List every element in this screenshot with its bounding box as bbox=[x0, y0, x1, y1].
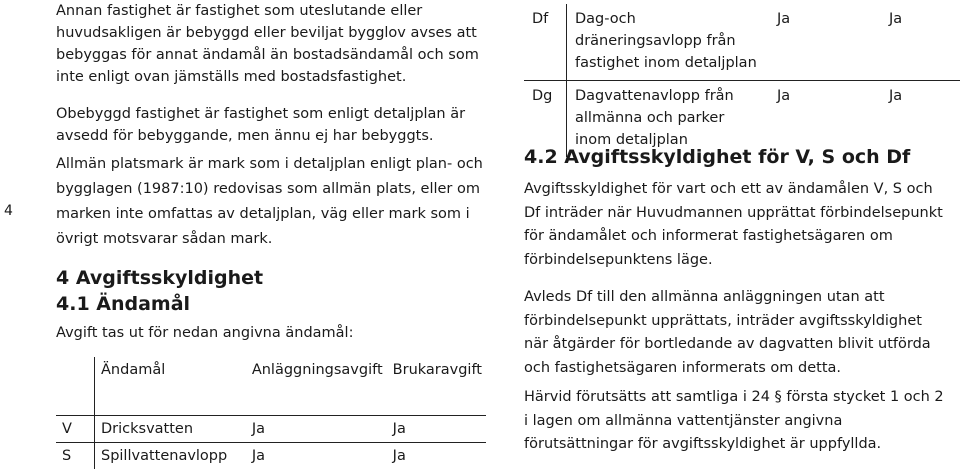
row-purpose: Dag-och dräneringsavlopp från fastighet inom detaljplan bbox=[567, 4, 770, 81]
row-user: Ja bbox=[881, 4, 960, 81]
row-purpose: Spillvattenavlopp bbox=[95, 443, 246, 469]
section-heading-fee-obligation-vsdf: 4.2 Avgiftsskyldighet för V, S och Df bbox=[524, 146, 910, 168]
definition-other-property: Annan fastighet är fastighet som uteslutande eller huvudsakligen är bebyggd eller beviljat bygglov avses att bebyggas för annat ändamål än bostadsändamål och som inte enligt ovan jämställs med bostadsfastighet. bbox=[56, 0, 486, 88]
table-header-key bbox=[56, 357, 95, 416]
row-user: Ja bbox=[881, 81, 960, 158]
row-key: Dg bbox=[524, 81, 567, 158]
drainage-purpose-table bbox=[524, 4, 960, 157]
table-header-construction: Anläggningsavgift bbox=[246, 357, 387, 416]
table-row bbox=[524, 4, 960, 81]
row-construction: Ja bbox=[246, 443, 387, 469]
section-heading-fee-obligation: 4 Avgiftsskyldighet bbox=[56, 267, 263, 289]
row-key: Df bbox=[524, 4, 567, 81]
row-key: S bbox=[56, 443, 95, 469]
fee-obligation-paragraph-2: Avleds Df till den allmänna anläggningen utan att förbindelsepunkt upprättats, inträder avgiftsskyldighet när åtgärder för bortledande av dagvatten blivit utförda och fastighetsägaren informerats om detta. bbox=[524, 286, 944, 380]
purpose-intro: Avgift tas ut för nedan angivna ändamål: bbox=[56, 322, 353, 344]
row-purpose: Dagvattenavlopp från allmänna och parker inom detaljplan bbox=[567, 81, 770, 158]
definition-public-land: Allmän platsmark är mark som i detaljplan enligt plan- och bygglagen (1987:10) redovisas som allmän plats, eller om marken inte omfattas av detaljplan, väg eller mark som i övrigt motsvarar sådan mark. bbox=[56, 152, 486, 252]
section-heading-purpose: 4.1 Ändamål bbox=[56, 293, 190, 315]
row-key: V bbox=[56, 416, 95, 443]
table-row bbox=[56, 443, 486, 469]
row-construction: Ja bbox=[769, 81, 881, 158]
fee-obligation-paragraph-3: Härvid förutsätts att samtliga i 24 § första stycket 1 och 2 i lagen om allmänna vattentjänster angivna förutsättningar för avgiftsskyldighet är uppfyllda. bbox=[524, 386, 944, 457]
row-user: Ja bbox=[387, 443, 486, 469]
fee-purpose-table bbox=[56, 357, 486, 469]
table-row bbox=[56, 416, 486, 443]
fee-obligation-paragraph-1: Avgiftsskyldighet för vart och ett av ändamålen V, S och Df inträder när Huvudmannen upprättat förbindelsepunkt för ändamålet och informerat fastighetsägaren om förbindelsepunktens läge. bbox=[524, 178, 944, 272]
table-header-user: Brukaravgift bbox=[387, 357, 486, 416]
row-construction: Ja bbox=[246, 416, 387, 443]
row-purpose: Dricksvatten bbox=[95, 416, 246, 443]
page-number: 4 bbox=[4, 203, 13, 219]
table-header-purpose: Ändamål bbox=[95, 357, 246, 416]
row-user: Ja bbox=[387, 416, 486, 443]
table-header-row bbox=[56, 357, 486, 416]
definition-undeveloped-property: Obebyggd fastighet är fastighet som enligt detaljplan är avsedd för bebyggande, men ännu ej har bebyggts. bbox=[56, 103, 486, 147]
row-construction: Ja bbox=[769, 4, 881, 81]
